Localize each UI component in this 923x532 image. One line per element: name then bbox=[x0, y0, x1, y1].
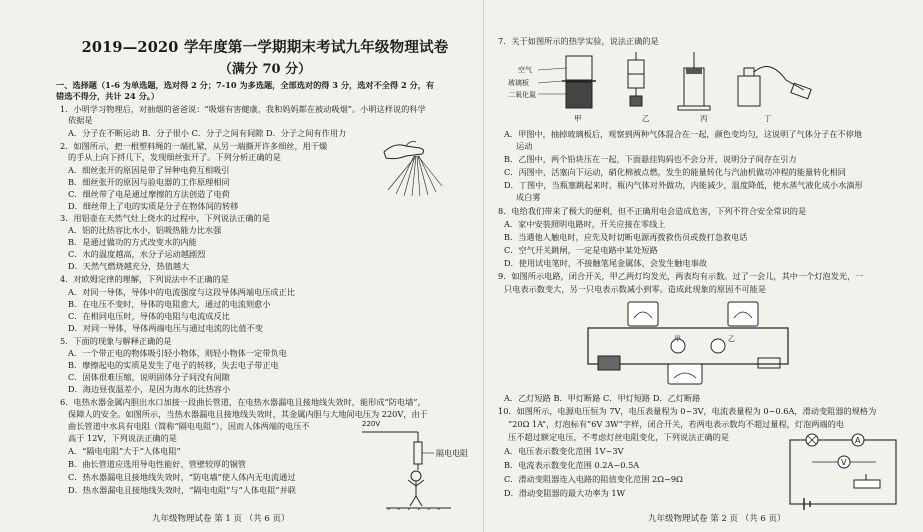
q7-option-b: B．乙图中，两个铅块压在一起，下面悬挂钩码也不会分开，说明分子间存在引力 bbox=[504, 154, 797, 164]
q4-option-b: B．在电压不变时，导体的电阻愈大，通过的电流则愈小 bbox=[68, 299, 271, 309]
exam-subtitle: （满分 70 分） bbox=[218, 62, 312, 77]
q6-option-b: B．曲长管道应选用导电性能好、管壁较厚的铜管 bbox=[68, 459, 246, 469]
q8-option-b: B．当遇他人触电时，应先及时切断电源再拨救伤员或拨打急救电话 bbox=[504, 232, 748, 242]
q10-stem-cont2: 压不超过额定电压，不考虑灯丝电阻变化，下列说法正确的是 bbox=[508, 432, 730, 442]
q6-resistance-label: 隔电电阻 bbox=[436, 449, 468, 458]
footer-page-2: 九年级物理试卷 第 2 页 （共 6 页） bbox=[648, 514, 786, 524]
q4-option-d: D．对同一导体，导体两端电压与通过电流的比值不变 bbox=[68, 323, 263, 333]
q6-option-c: C．热水器漏电且接地线失效时，“防电墙”使人体内无电流通过 bbox=[68, 472, 296, 482]
q8-stem: 8．电给我们带来了极大的便利，但不正确用电会造成危害，下列不符合安全常识的是 bbox=[498, 206, 807, 216]
q1-options: A．分子在不断运动 B．分子很小 C．分子之间有间隙 D．分子之间有作用力 bbox=[68, 128, 347, 138]
q4-stem: 4．对欧姆定律的理解，下列说法中不正确的是 bbox=[60, 274, 229, 284]
q7-stem: 7．关于如图所示的热学实验，说法正确的是 bbox=[498, 36, 659, 46]
q1-stem: 1．小明学习物理后，对抽烟的爸爸说：“吸烟有害健康，我和妈妈都在被动吸烟”。小明这样说的科学 bbox=[60, 104, 426, 114]
q3-option-d: D．天然气燃烧越充分，热值越大 bbox=[68, 261, 190, 271]
q7-option-a: A．甲图中，抽掉玻璃板后，观察到两种气体混合在一起，颜色变均匀，这说明了气体分子在不停地 bbox=[504, 129, 862, 139]
q3-option-c: C．水的温度越高，水分子运动越剧烈 bbox=[68, 249, 206, 259]
q10-option-b: B．电流表示数变化范围 0.2A~0.5A bbox=[504, 460, 640, 470]
q9-figure bbox=[578, 298, 798, 390]
q7-option-a-cont: 运动 bbox=[516, 141, 533, 151]
q7-caption-ding: 丁 bbox=[764, 114, 772, 123]
q6-stem: 6．电热水器金属内胆出水口加接一段曲长管道，在电热水器漏电且接地线失效时，能形成“防电墙”， bbox=[60, 397, 426, 407]
section-heading: 一、选择题（1-6 为单选题，选对得 2 分；7-10 为多选题，全部选对的得 3 分，选对不全得 2 分，有 bbox=[56, 80, 435, 90]
exam-title: 2019—2020 学年度第一学期期末考试九年级物理试卷 bbox=[81, 39, 449, 56]
q9-lamp-yi-label: 乙 bbox=[728, 335, 735, 343]
q2-stem: 2．如图所示，把一根塑料绳的一端扎紧，从另一端撕开许多细丝，用干燥 bbox=[60, 141, 328, 151]
q5-stem: 5．下面的现象与解释正确的是 bbox=[60, 336, 172, 346]
q2-stem-cont: 的手从上向下捋几下，发现细丝张开了。下列分析正确的是 bbox=[68, 152, 281, 162]
q2-option-a: A．细丝张开的原因是带了异种电荷互相吸引 bbox=[68, 165, 230, 175]
q2-option-c: C．细丝带了电是通过摩擦的方法创造了电荷 bbox=[68, 189, 230, 199]
q10-figure bbox=[784, 432, 904, 512]
q6-voltage-label: 220V bbox=[362, 420, 381, 428]
q4-option-c: C．在相同电压时，导体的电阻与电流成反比 bbox=[68, 311, 230, 321]
q7-caption-bing: 丙 bbox=[700, 114, 708, 123]
q7-option-d: D．丁图中，当瓶塞跳起来时，瓶内气体对外做功，内能减少，温度降低，使水蒸气液化成小水滴形 bbox=[504, 180, 863, 190]
q6-option-a: A．“隔电电阻”大于“人体电阻” bbox=[68, 446, 181, 456]
q9-lamp-jia-label: 甲 bbox=[674, 335, 681, 343]
svg-text:A: A bbox=[855, 436, 861, 445]
q9-options: A．乙灯短路 B．甲灯断路 C．甲灯短路 D．乙灯断路 bbox=[504, 393, 701, 403]
q8-option-c: C．空气开关跳闸，一定是电路中某处短路 bbox=[504, 245, 658, 255]
q7-option-d-cont: 成白雾 bbox=[516, 192, 541, 202]
q10-stem: 10．如图所示，电源电压恒为 7V，电压表量程为 0~3V，电流表量程为 0~0.6A，滑动变阻器的规格为 bbox=[498, 406, 877, 416]
q1-stem-cont: 依据是 bbox=[68, 115, 93, 125]
page-fold bbox=[483, 0, 484, 532]
q3-option-a: A．铝的比热容比水小，铝吸热能力比水强 bbox=[68, 225, 222, 235]
q9-stem-cont: 只电表示数变大，另一只电表示数减小到零。造成此现象的原因不可能是 bbox=[504, 284, 767, 294]
q6-stem-cont2: 曲长管道中水具有电阻（简称“隔电电阻”），因而人体两端的电压不 bbox=[68, 421, 310, 431]
q6-stem-cont3: 高于 12V，下列说法正确的是 bbox=[68, 433, 177, 443]
section-heading-cont: 错选不得分，共计 24 分。） bbox=[56, 91, 160, 101]
q6-figure bbox=[356, 420, 476, 510]
q2-option-d: D．细丝带上了电的实质是分子在物体间的转移 bbox=[68, 201, 239, 211]
q7-caption-jia: 甲 bbox=[574, 114, 582, 123]
q7-no2-label: 二氧化氮 bbox=[508, 91, 536, 99]
q4-option-a: A．对同一导体，导体中的电流强度与这段导体两端电压成正比 bbox=[68, 287, 295, 297]
q5-option-a: A．一个带正电的物体吸引轻小物体，则轻小物体一定带负电 bbox=[68, 348, 287, 358]
q3-stem: 3．用铝壶在天然气灶上烧水的过程中，下列说法正确的是 bbox=[60, 213, 270, 223]
q6-stem-cont: 保障人的安全。如图所示，当热水器漏电且接地线失效时，其金属内胆与大地间电压为 220V，由于 bbox=[68, 409, 428, 419]
q10-stem-cont: “20Ω 1A”，灯泡标有“6V 3W”字样，闭合开关，若两电表示数均不超过量程，灯泡两端的电 bbox=[508, 419, 844, 429]
q8-option-a: A．家中安装照明电路时，开关应接在零线上 bbox=[504, 219, 666, 229]
q7-air-label: 空气 bbox=[518, 66, 532, 74]
q5-option-c: C．固体很难压缩，说明固体分子间没有间隙 bbox=[68, 372, 230, 382]
q10-option-a: A．电压表示数变化范围 1V~3V bbox=[504, 446, 624, 456]
q3-option-b: B．是通过做功的方式改变水的内能 bbox=[68, 237, 197, 247]
q7-glass-label: 玻璃板 bbox=[508, 79, 529, 87]
q7-caption-yi: 乙 bbox=[642, 114, 650, 123]
q6-option-d: D．热水器漏电且接地线失效时，“隔电电阻”与“人体电阻”并联 bbox=[68, 485, 296, 495]
q5-option-b: B．摩擦起电的实质是发生了电子的转移，失去电子带正电 bbox=[68, 360, 279, 370]
q10-option-c: C．滑动变阻器连入电路的阻值变化范围 2Ω~9Ω bbox=[504, 474, 683, 484]
q10-option-d: D．滑动变阻器的最大功率为 1W bbox=[504, 488, 626, 498]
q7-option-c: C．丙图中，活塞向下运动，硝化棉被点燃，发生的能量转化与汽油机做功冲程的能量转化相同 bbox=[504, 167, 846, 177]
q8-option-d: D．使用试电笔时，不接触笔尾金属体，会发生触电事故 bbox=[504, 258, 708, 268]
q5-option-d: D．海边昼夜温差小，是因为海水的比热容小 bbox=[68, 384, 231, 394]
q2-figure bbox=[376, 138, 446, 198]
q7-figure bbox=[508, 50, 828, 122]
svg-text:V: V bbox=[841, 458, 847, 467]
q2-option-b: B．细丝张开的原因与验电器的工作原理相同 bbox=[68, 177, 230, 187]
footer-page-1: 九年级物理试卷 第 1 页 （共 6 页） bbox=[152, 514, 290, 524]
q9-stem: 9．如图所示电路，闭合开关，甲乙两灯均发光，两表均有示数。过了一会儿，其中一个灯泡发光，一 bbox=[498, 271, 864, 281]
